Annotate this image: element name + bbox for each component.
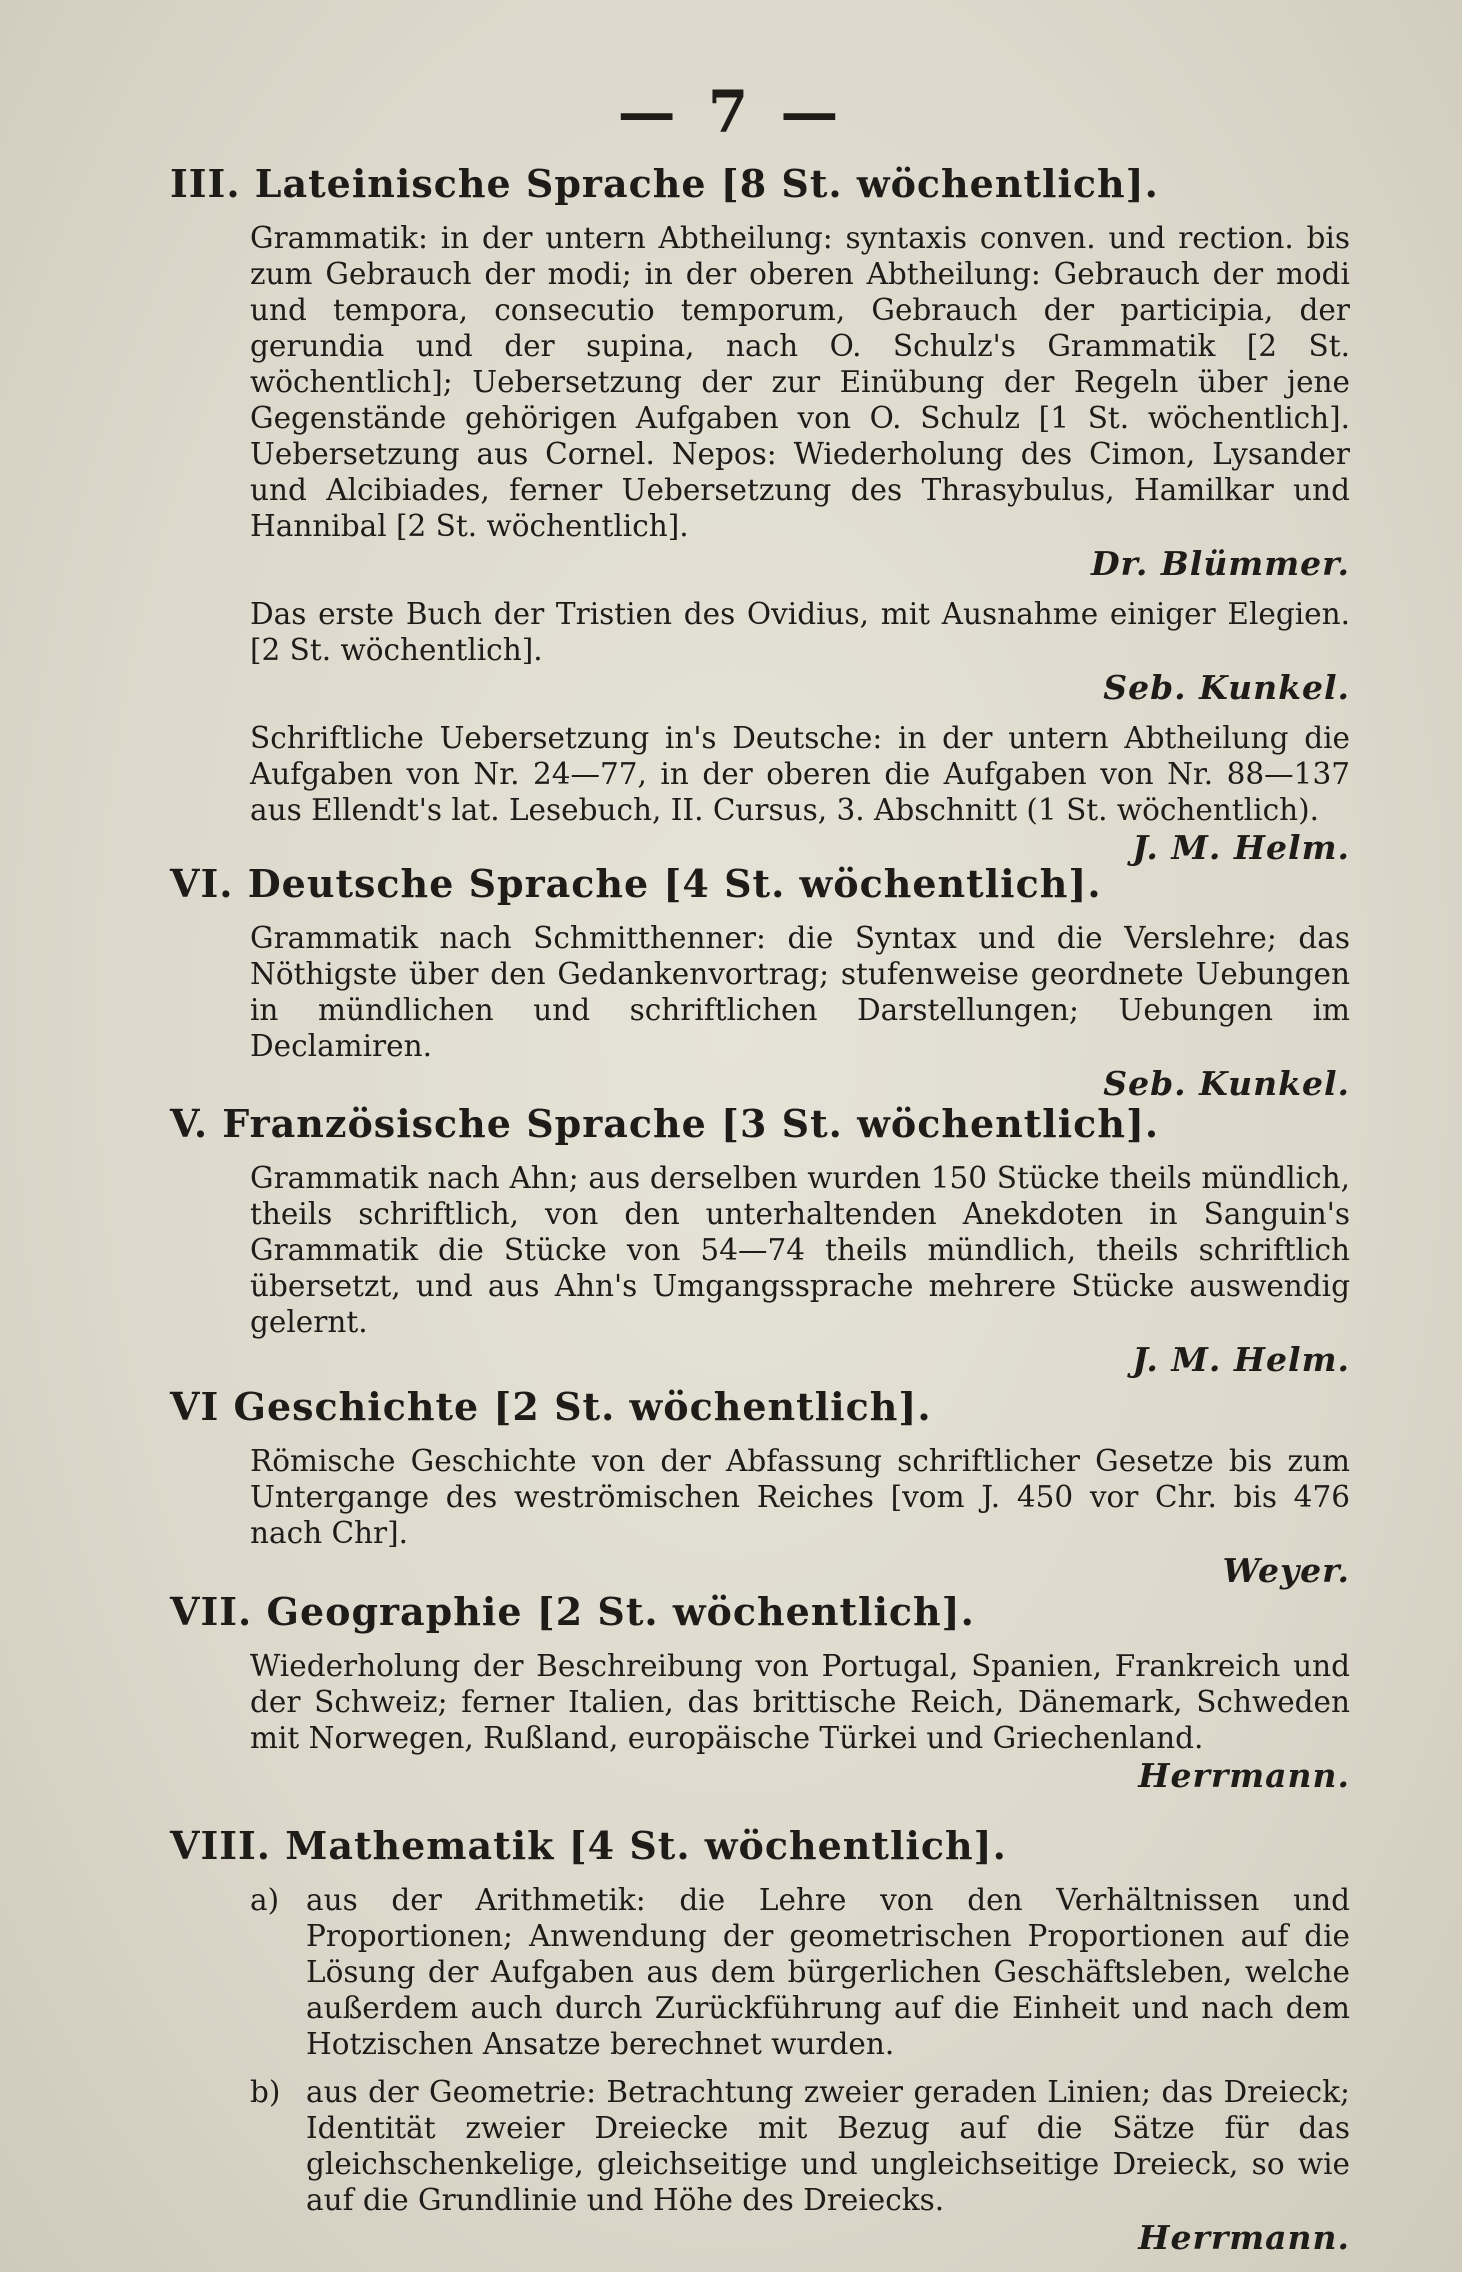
list-item (250, 1882, 1350, 2062)
section-body (250, 1160, 1350, 1380)
list-item (250, 2074, 1350, 2218)
section-heading: VI. Deutsche Sprache [4 St. wöchentlich]. (170, 861, 1102, 906)
item-label: a) (250, 1883, 280, 1917)
section-body (250, 920, 1350, 1104)
paragraph: Grammatik: in der untern Abtheilung: syntaxis conven. und rection. bis zum Gebrauch der modi; in der oberen Abtheilung: Gebrauch der modi und tempora, consecutio temporum, Gebrauch der participia, der gerundia und der supina, nach O. Schulz's Grammatik [2 St. wöchentlich]; Uebersetzung der zur Einübung der Regeln über jene Gegenstände gehörigen Aufgaben von O. Schulz [1 St. wöchentlich]. Uebersetzung aus Cornel. Nepos: Wiederholung des Cimon, Lysander und Alcibiades, ferner Uebersetzung des Thrasybulus, Hamilkar und Hannibal [2 St. wöchentlich]. (250, 221, 1350, 543)
section-heading: VIII. Mathematik [4 St. wöchentlich]. (170, 1823, 1007, 1868)
teacher-signature: Herrmann. (1138, 1756, 1350, 1795)
item-text: aus der Arithmetik: die Lehre von den Verhältnissen und Proportionen; Anwendung der geometrischen Proportionen auf die Lösung der Aufgaben aus dem bürgerlichen Geschäftsleben, welche außerdem auch durch Zurückführung auf die Einheit und nach dem Hotzischen Ansatze berechnet wurden. (306, 1883, 1350, 2061)
paragraph: Grammatik nach Ahn; aus derselben wurden 150 Stücke theils mündlich, theils schriftlich, von den unterhaltenden Anekdoten in Sanguin's Grammatik die Stücke von 54—74 theils mündlich, theils schriftlich übersetzt, und aus Ahn's Umgangssprache mehrere Stücke auswendig gelernt. (250, 1161, 1350, 1339)
item-label: b) (250, 2075, 281, 2109)
paragraph: Römische Geschichte von der Abfassung schriftlicher Gesetze bis zum Untergange des weströmischen Reiches [vom J. 450 vor Chr. bis 476 nach Chr]. (250, 1444, 1350, 1550)
teacher-signature: J. M. Helm. (1132, 1340, 1350, 1379)
section-body (250, 1648, 1350, 1796)
section-heading: V. Französische Sprache [3 St. wöchentlich]. (170, 1101, 1160, 1146)
teacher-signature: Seb. Kunkel. (1103, 1064, 1350, 1103)
teacher-signature: Weyer. (1222, 1551, 1350, 1590)
section-mathematics (170, 1822, 1360, 2258)
section-latin (170, 160, 1360, 868)
teacher-signature: J. M. Helm. (1132, 828, 1350, 867)
section-body (250, 1882, 1350, 2258)
paragraph: Wiederholung der Beschreibung von Portugal, Spanien, Frankreich und der Schweiz; ferner Italien, das brittische Reich, Dänemark, Schweden mit Norwegen, Rußland, europäische Türkei und Griechenland. (250, 1649, 1350, 1755)
paragraph: Das erste Buch der Tristien des Ovidius, mit Ausnahme einiger Elegien. [2 St. wöchentlich]. (250, 597, 1350, 667)
paragraph: Schriftliche Uebersetzung in's Deutsche: in der untern Abtheilung die Aufgaben von Nr. 24—77, in der oberen die Aufgaben von Nr. 88—137 aus Ellendt's lat. Lesebuch, II. Cursus, 3. Abschnitt (1 St. wöchentlich). (250, 721, 1350, 827)
teacher-signature: Herrmann. (1138, 2218, 1350, 2257)
page-number: — 7 — (617, 78, 845, 146)
section-heading: VI Geschichte [2 St. wöchentlich]. (170, 1384, 932, 1429)
section-heading: VII. Geographie [2 St. wöchentlich]. (170, 1589, 975, 1634)
paragraph: Grammatik nach Schmitthenner: die Syntax und die Verslehre; das Nöthigste über den Gedankenvortrag; stufenweise geordnete Uebungen in mündlichen und schriftlichen Darstellungen; Uebungen im Declamiren. (250, 921, 1350, 1063)
section-heading: III. Lateinische Sprache [8 St. wöchentlich]. (170, 161, 1159, 206)
teacher-signature: Dr. Blümmer. (1090, 544, 1350, 583)
item-text: aus der Geometrie: Betrachtung zweier geraden Linien; das Dreieck; Identität zweier Dreiecke mit Bezug auf die Sätze für das gleichschenkelige, gleichseitige und ungleichseitige Dreieck, so wie auf die Grundlinie und Höhe des Dreiecks. (306, 2075, 1350, 2217)
section-german (170, 860, 1360, 1104)
section-geography (170, 1588, 1360, 1796)
section-french (170, 1100, 1360, 1380)
section-body (250, 220, 1350, 868)
section-body (250, 1443, 1350, 1591)
teacher-signature: Seb. Kunkel. (1103, 668, 1350, 707)
section-history (170, 1383, 1360, 1591)
